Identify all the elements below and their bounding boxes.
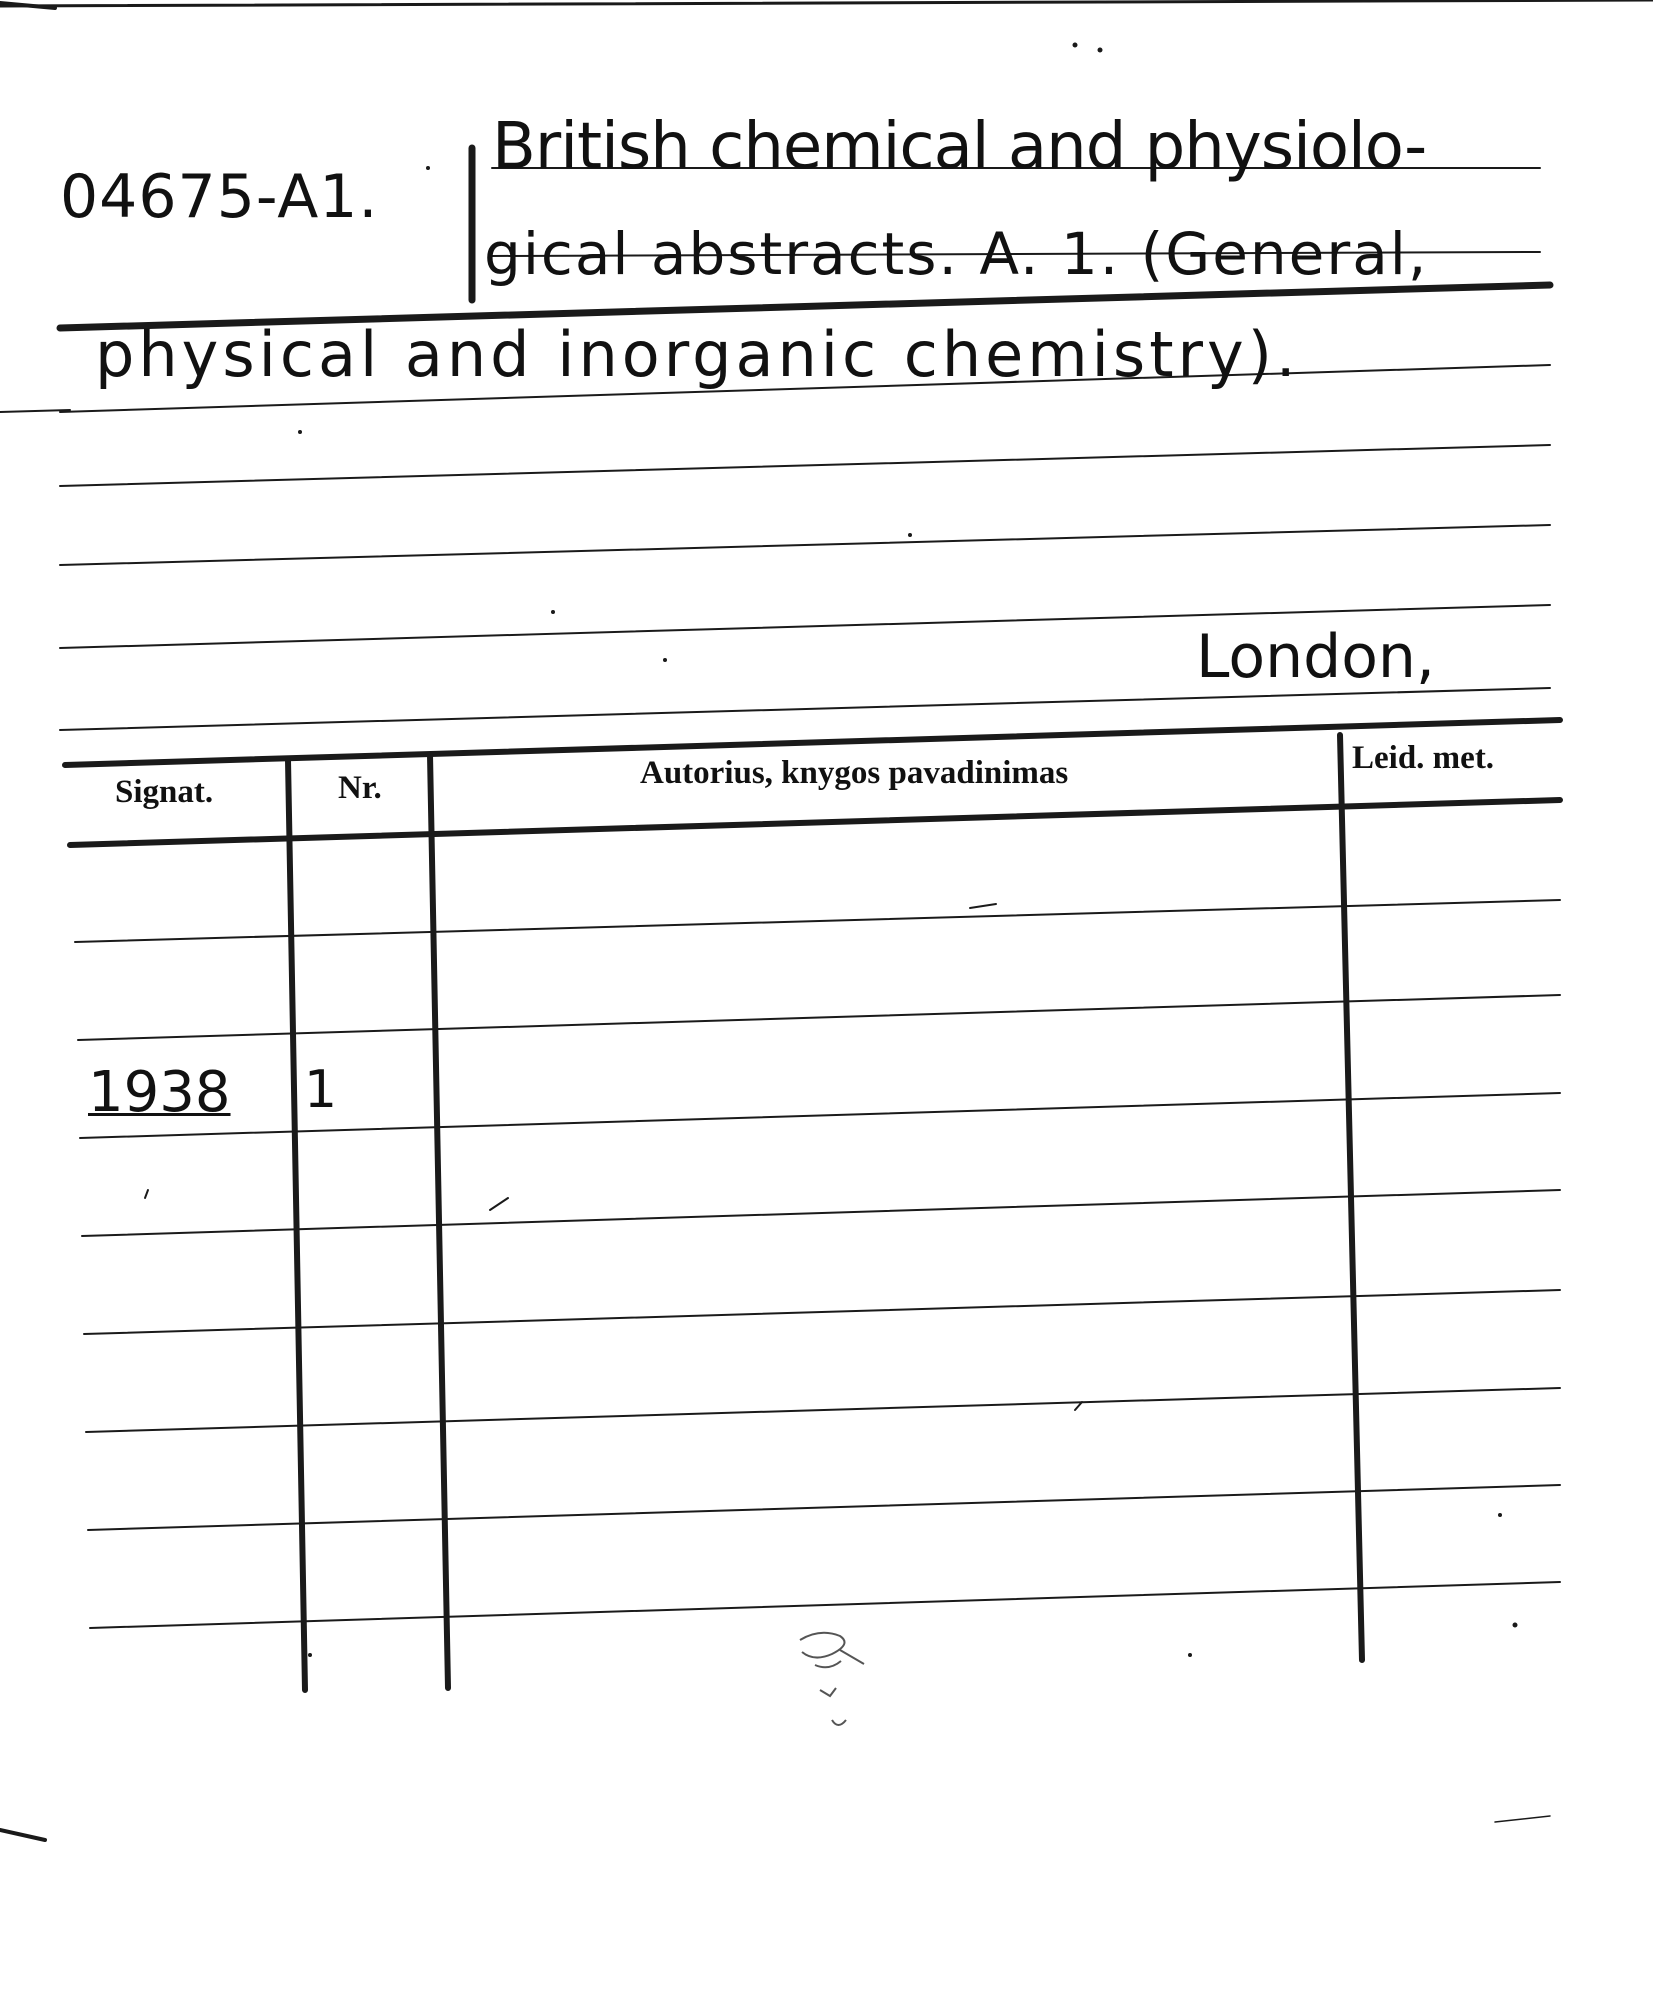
row-signat: 1938: [88, 1060, 231, 1125]
speck-mark: [490, 1198, 508, 1210]
title-line-1: British chemical and physiolo-: [492, 110, 1427, 184]
header-signat: Signat.: [115, 774, 214, 810]
place-of-publication: London,: [1196, 622, 1436, 692]
speck-mark: [145, 1190, 148, 1198]
title-line-3: physical and inorganic chemistry).: [95, 318, 1300, 391]
table-row-line: [90, 1582, 1560, 1628]
speck-mark: [970, 904, 996, 908]
title-line-2: gical abstracts. A. 1. (General,: [484, 220, 1429, 288]
faded-stamp-mark: [800, 1633, 864, 1725]
ruled-line: [60, 445, 1550, 486]
ruled-line: [60, 525, 1550, 565]
header-nr: Nr.: [338, 770, 382, 806]
edge-mark: [1495, 1816, 1550, 1822]
header-year: Leid. met.: [1352, 740, 1495, 776]
table-row-line: [88, 1485, 1560, 1530]
card-top-edge: [0, 0, 1653, 6]
table-row-line: [84, 1290, 1560, 1334]
edge-mark: [0, 1830, 45, 1840]
table-row-line: [75, 900, 1560, 942]
table-row-line: [86, 1388, 1560, 1432]
call-number: 04675-A1.: [60, 162, 379, 232]
ruled-line: [60, 688, 1550, 730]
table-row-line: [80, 1093, 1560, 1138]
table-row-line: [78, 995, 1560, 1040]
column-divider-signat: [288, 760, 305, 1690]
row-nr: 1: [304, 1060, 338, 1120]
table-row-line: [82, 1190, 1560, 1236]
header-author-title: Autorius, knygos pavadinimas: [640, 755, 1069, 791]
column-divider-nr: [430, 755, 448, 1688]
table-header-rule: [70, 800, 1560, 845]
